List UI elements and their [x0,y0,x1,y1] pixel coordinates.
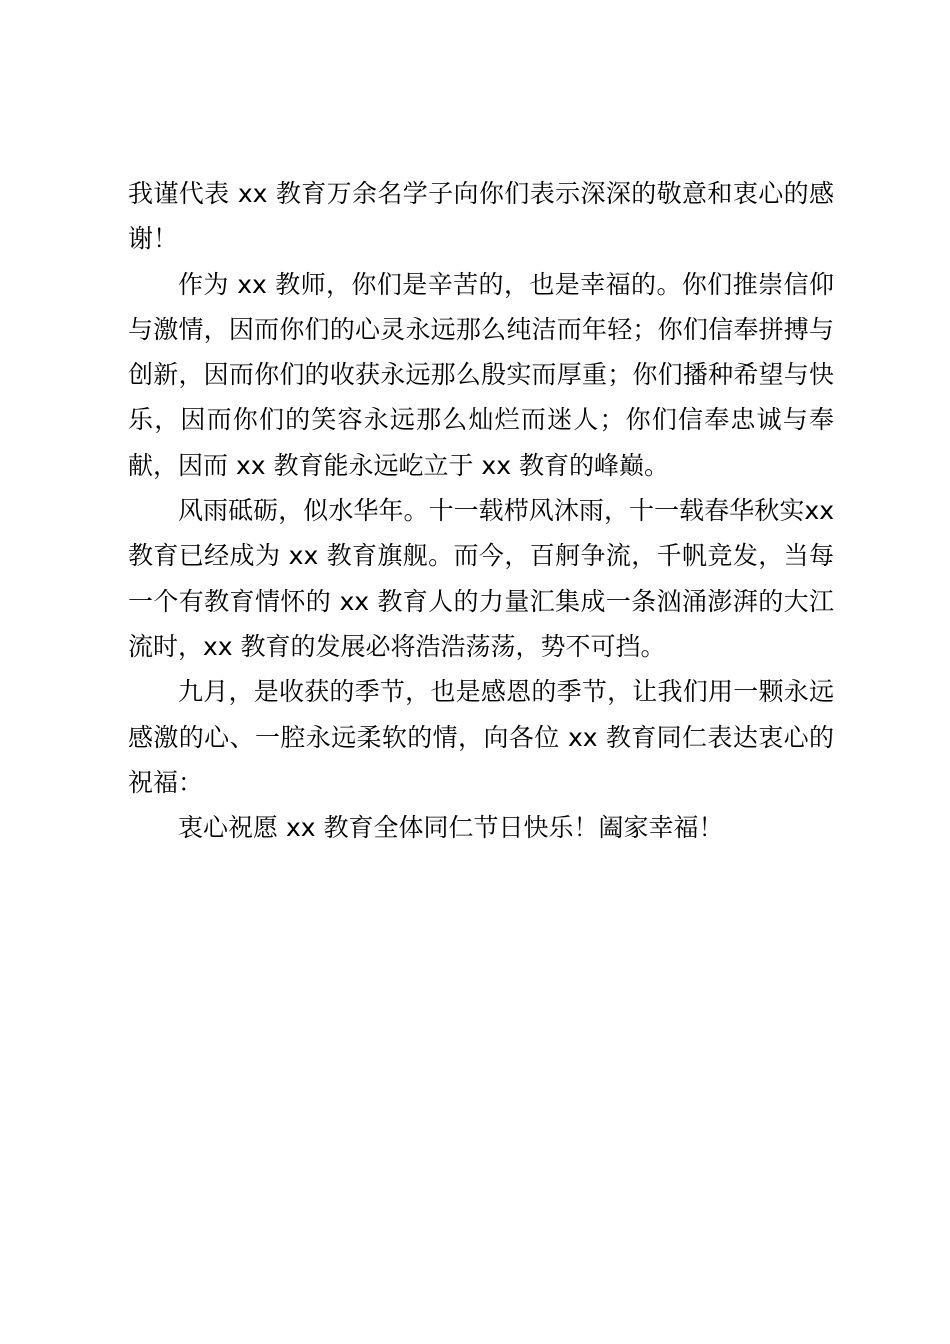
paragraph-3: 风雨砥砺，似水华年。十一载栉风沐雨，十一载春华秋实xx 教育已经成为 xx 教育旗舰。而今，百舸争流，千帆竞发，当每一个有教育情怀的 xx 教育人的力量汇集成一条汹涌澎湃的大江流时，xx 教育的发展必将浩浩荡荡，势不可挡。 [128,496,834,661]
document-body [128,171,834,850]
paragraph-5: 衷心祝愿 xx 教育全体同仁节日快乐！阖家幸福！ [178,813,724,843]
paragraph-2: 作为 xx 教师，你们是辛苦的，也是幸福的。你们推崇信仰与激情，因而你们的心灵永远那么纯洁而年轻；你们信奉拼搏与创新，因而你们的收获永远那么殷实而厚重；你们播种希望与快乐，因而你们的笑容永远那么灿烂而迷人；你们信奉忠诚与奉献，因而 xx 教育能永远屹立于 xx 教育的峰巅。 [128,269,834,480]
paragraph-1: 我谨代表 xx 教育万余名学子向你们表示深深的敬意和衷心的感谢！ [128,179,834,254]
paragraph-4: 九月，是收获的季节，也是感恩的季节，让我们用一颗永远感激的心、一腔永远柔软的情，向各位 xx 教育同仁表达衷心的祝福： [128,677,834,797]
